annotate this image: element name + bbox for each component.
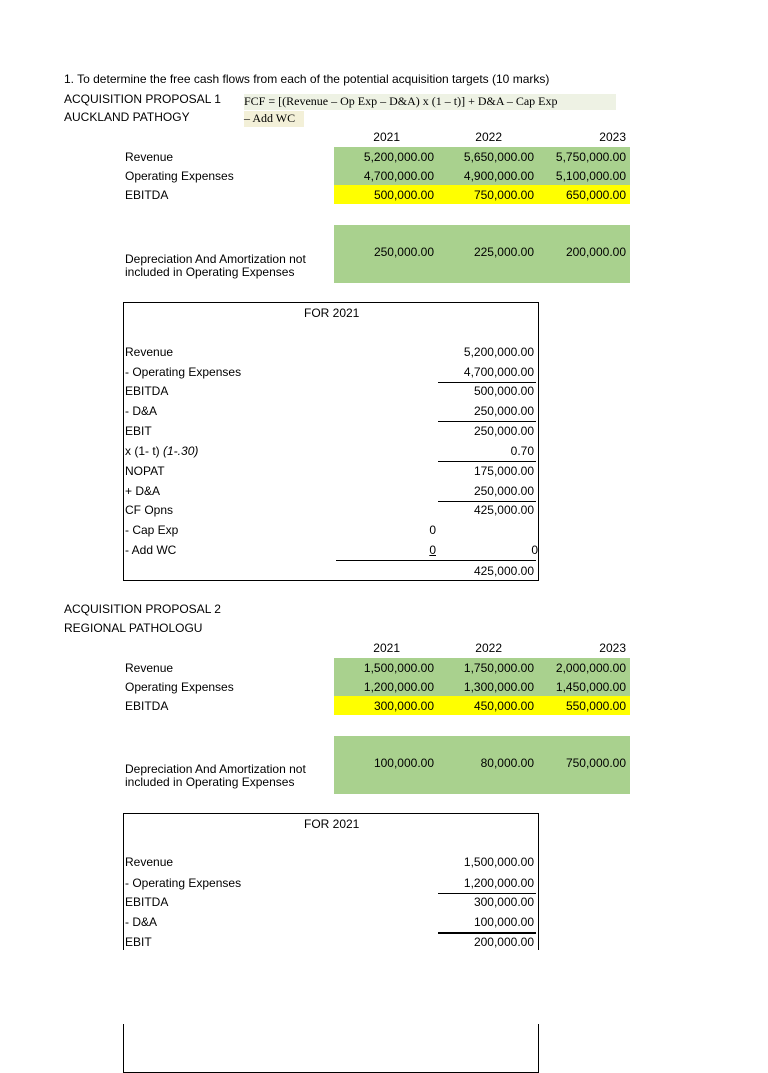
p1-ebitda-2022: 750,000.00 [473,188,534,202]
p1-row-label: EBITDA [125,188,169,202]
p2-year-2022: 2022 [475,641,502,655]
p2-calc-title: FOR 2021 [304,817,360,831]
calc-row-label: CF Opns [125,503,174,517]
p2-row-label: Operating Expenses [125,680,234,694]
p2-da-2023: 750,000.00 [565,756,626,770]
proposal2-title: ACQUISITION PROPOSAL 2 [64,602,221,616]
tax-rate-note: (1-.30) [163,444,199,458]
calc-row-label: - Add WC [125,543,177,557]
p1-revenue-2023: 5,750,000.00 [555,150,626,164]
calc-row-value: 200,000.00 [473,935,534,949]
calc-row-label: Revenue [125,345,174,359]
calc-row-label: - Cap Exp [125,523,179,537]
calc-row-mid: 0 [429,523,436,537]
calc-row-label: EBIT [125,935,152,949]
calc-row-label: NOPAT [125,464,165,478]
p1-opex-2023: 5,100,000.00 [555,169,626,183]
p1-calc-title: FOR 2021 [304,306,360,320]
p1-year-2021: 2021 [373,130,400,144]
p2-opex-2021: 1,200,000.00 [363,680,434,694]
calc-row-value: 100,000.00 [473,915,534,929]
calc-row-value: 175,000.00 [473,464,534,478]
p1-revenue-2022: 5,650,000.00 [463,150,534,164]
p2-row-label: EBITDA [125,699,169,713]
page-bottom-margin [0,950,768,1024]
p2-ebitda-2021: 300,000.00 [373,699,434,713]
calc-row-value: 250,000.00 [473,484,534,498]
subtotal-line [438,461,536,462]
calc-row-label: - Operating Expenses [125,876,242,890]
calc-row-label: x (1- t) (1-.30) [125,444,199,458]
calc-row-mid: 0 [429,543,436,557]
p1-year-2022: 2022 [475,130,502,144]
p1-da-2023: 200,000.00 [565,245,626,259]
p1-ebitda-2023: 650,000.00 [565,188,626,202]
p2-revenue-2023: 2,000,000.00 [555,661,626,675]
calc-row-value: 0 [531,543,538,557]
p2-row-label: Revenue [125,661,174,675]
calc-row-value: 5,200,000.00 [463,345,534,359]
p1-revenue-2021: 5,200,000.00 [363,150,434,164]
subtotal-line [438,893,536,894]
p2-ebitda-2023: 550,000.00 [565,699,626,713]
p2-opex-2023: 1,450,000.00 [555,680,626,694]
p2-year-2021: 2021 [373,641,400,655]
calc-row-label: - D&A [125,404,158,418]
calc-row-value: 4,700,000.00 [463,365,534,379]
calc-row-value: 1,500,000.00 [463,855,534,869]
p2-year-2023: 2023 [599,641,626,655]
calc-row-label: - Operating Expenses [125,365,242,379]
p2-da-2021: 100,000.00 [373,756,434,770]
subtotal-line [438,501,536,502]
calc-row-label: + D&A [125,484,161,498]
p2-revenue-2022: 1,750,000.00 [463,661,534,675]
fcf-formula-line1: FCF = [(Revenue – Op Exp – D&A) x (1 – t)] + D&A – Cap Exp [244,94,616,110]
proposal1-company: AUCKLAND PATHOGY [64,110,190,124]
p1-fcf-total: 425,000.00 [473,564,534,578]
fcf-formula-line2: – Add WC [244,111,304,127]
p1-da-label: Depreciation And Amortization not included in Operating Expenses [125,252,306,279]
calc-row-label: Revenue [125,855,174,869]
calc-row-value: 425,000.00 [473,503,534,517]
p1-fcf-calc-box [123,302,539,581]
calc-row-value: 0.70 [510,444,534,458]
p2-da-label: Depreciation And Amortization not included in Operating Expenses [125,762,306,789]
p1-row-label: Operating Expenses [125,169,234,183]
subtotal-line [438,421,536,422]
p1-opex-2022: 4,900,000.00 [463,169,534,183]
question-heading: 1. To determine the free cash flows from each of the potential acquisition targets (10 marks) [64,72,550,86]
p1-da-2022: 225,000.00 [473,245,534,259]
p1-ebitda-2021: 500,000.00 [373,188,434,202]
calc-row-label: EBITDA [125,895,169,909]
p2-opex-2022: 1,300,000.00 [463,680,534,694]
p2-da-2022: 80,000.00 [480,756,534,770]
p1-year-2023: 2023 [599,130,626,144]
calc-row-label: - D&A [125,915,158,929]
subtotal-line [438,932,536,934]
calc-row-value: 1,200,000.00 [463,876,534,890]
calc-row-value: 500,000.00 [473,384,534,398]
proposal1-title: ACQUISITION PROPOSAL 1 [64,92,221,106]
proposal2-company: REGIONAL PATHOLOGU [64,621,203,635]
p2-ebitda-2022: 450,000.00 [473,699,534,713]
p1-da-2021: 250,000.00 [373,245,434,259]
p1-opex-2021: 4,700,000.00 [363,169,434,183]
total-line [336,560,536,561]
subtotal-line [438,382,536,383]
p2-revenue-2021: 1,500,000.00 [363,661,434,675]
p1-row-label: Revenue [125,150,174,164]
calc-row-value: 250,000.00 [473,424,534,438]
calc-row-value: 300,000.00 [473,895,534,909]
calc-row-value: 250,000.00 [473,404,534,418]
calc-row-label: EBIT [125,424,152,438]
calc-row-label: EBITDA [125,384,169,398]
